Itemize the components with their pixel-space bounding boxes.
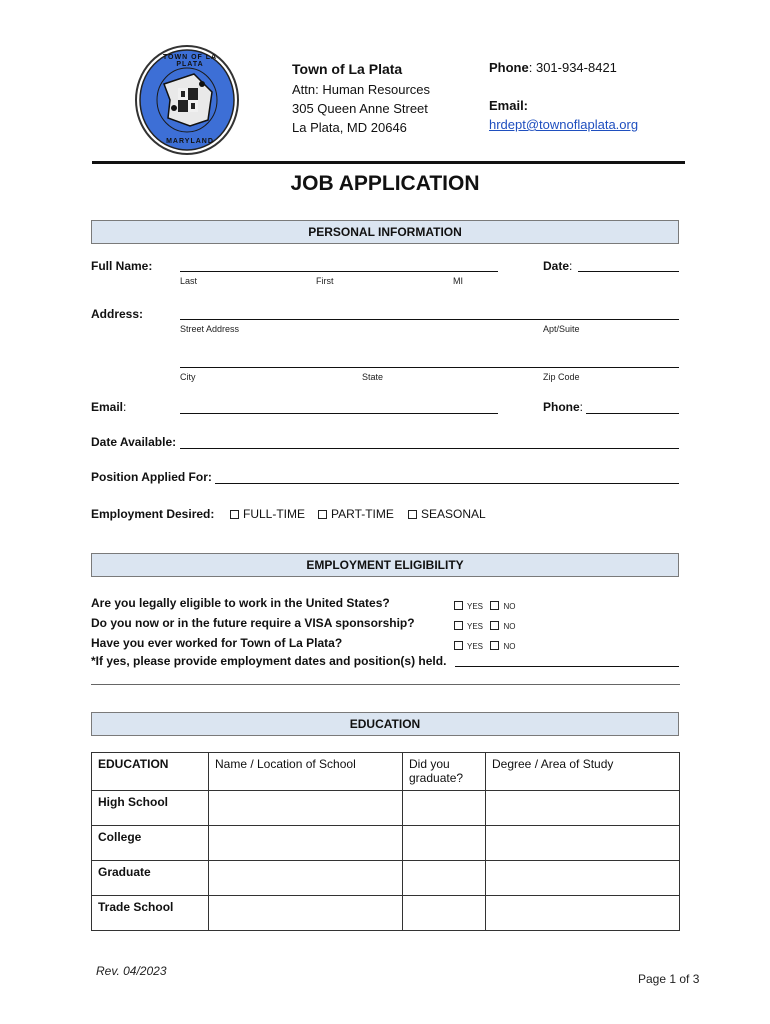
eligibility-q3: Have you ever worked for Town of La Plata? — [91, 636, 343, 650]
q2-no-checkbox[interactable] — [490, 621, 499, 630]
header-graduated: Did you graduate? — [403, 753, 486, 791]
email-contact-link[interactable]: hrdept@townoflaplata.org — [489, 117, 639, 132]
eligibility-q4: *If yes, please provide employment dates and position(s) held. — [91, 654, 447, 668]
email-field[interactable] — [180, 413, 498, 414]
full-name-field[interactable] — [180, 271, 498, 272]
eligibility-heading: EMPLOYMENT ELIGIBILITY — [91, 553, 679, 577]
attn-line: Attn: Human Resources — [292, 82, 431, 97]
header-degree: Degree / Area of Study — [486, 753, 680, 791]
cell-school[interactable] — [209, 791, 403, 826]
eligibility-q2: Do you now or in the future require a VISA sponsorship? — [91, 616, 415, 630]
row-label-college: College — [92, 826, 209, 861]
city-line: La Plata, MD 20646 — [292, 120, 407, 135]
cell-graduated[interactable] — [403, 826, 486, 861]
phone-contact-label: Phone — [489, 60, 529, 75]
row-label-high-school: High School — [92, 791, 209, 826]
phone-label-colon: : — [579, 400, 584, 414]
phone-contact-value: : 301-934-8421 — [528, 60, 617, 75]
sub-label-street: Street Address — [180, 324, 240, 334]
full-time-checkbox[interactable] — [230, 510, 239, 519]
header-divider — [92, 161, 685, 164]
sub-label-zip: Zip Code — [543, 372, 580, 382]
date-label — [543, 259, 572, 273]
position-label: Position Applied For: — [91, 470, 212, 484]
logo-bottom-text: MARYLAND — [166, 138, 214, 145]
table-row — [92, 861, 680, 896]
q2-no-label: NO — [503, 622, 516, 631]
phone-label-text: Phone — [543, 400, 580, 414]
email-contact-label: Email: — [489, 98, 529, 113]
seasonal-checkbox[interactable] — [408, 510, 417, 519]
personal-info-heading: PERSONAL INFORMATION — [91, 220, 679, 244]
employment-dates-field[interactable] — [455, 666, 679, 667]
header-education: EDUCATION — [92, 753, 209, 791]
education-heading: EDUCATION — [91, 712, 679, 736]
date-label-colon: : — [569, 259, 573, 273]
date-label-text: Date — [543, 259, 570, 273]
table-row — [92, 826, 680, 861]
row-label-trade-school: Trade School — [92, 896, 209, 931]
email-label — [91, 400, 126, 414]
email-label-text: Email — [91, 400, 124, 414]
cell-school[interactable] — [209, 861, 403, 896]
table-row — [92, 753, 680, 791]
cell-graduated[interactable] — [403, 791, 486, 826]
cell-graduated[interactable] — [403, 896, 486, 931]
q3-options — [454, 636, 515, 654]
q1-yes-checkbox[interactable] — [454, 601, 463, 610]
table-row — [92, 791, 680, 826]
cell-degree[interactable] — [486, 896, 680, 931]
phone-label — [543, 400, 583, 414]
sub-label-apt: Apt/Suite — [543, 324, 580, 334]
option-part-time[interactable] — [318, 507, 394, 521]
employment-desired-label: Employment Desired: — [91, 507, 215, 521]
city-state-zip-field[interactable] — [180, 367, 679, 368]
table-row — [92, 896, 680, 931]
street-address-field[interactable] — [180, 319, 679, 320]
seasonal-label: SEASONAL — [421, 507, 486, 521]
cell-school[interactable] — [209, 896, 403, 931]
phone-contact — [489, 60, 617, 75]
education-table — [91, 752, 680, 931]
q3-no-checkbox[interactable] — [490, 641, 499, 650]
eligibility-q1: Are you legally eligible to work in the United States? — [91, 596, 390, 610]
q3-no-label: NO — [503, 642, 516, 651]
org-name: Town of La Plata — [292, 61, 403, 77]
email-label-colon: : — [123, 400, 127, 414]
street-line: 305 Queen Anne Street — [292, 101, 428, 116]
employment-dates-field-2[interactable] — [91, 684, 680, 685]
cell-degree[interactable] — [486, 791, 680, 826]
q1-no-checkbox[interactable] — [490, 601, 499, 610]
page-title: JOB APPLICATION — [290, 172, 480, 195]
sub-label-last: Last — [180, 276, 198, 286]
q1-no-label: NO — [503, 602, 516, 611]
q1-options — [454, 596, 515, 614]
q2-options — [454, 616, 515, 634]
phone-field[interactable] — [586, 413, 679, 414]
address-label: Address: — [91, 307, 144, 321]
option-full-time[interactable] — [230, 507, 305, 521]
q2-yes-label: YES — [467, 622, 484, 631]
sub-label-state: State — [362, 372, 384, 382]
cell-school[interactable] — [209, 826, 403, 861]
cell-graduated[interactable] — [403, 861, 486, 896]
header-school: Name / Location of School — [209, 753, 403, 791]
q1-yes-label: YES — [467, 602, 484, 611]
sub-label-city: City — [180, 372, 196, 382]
q2-yes-checkbox[interactable] — [454, 621, 463, 630]
date-field[interactable] — [578, 271, 679, 272]
logo-top-text: TOWN OF LA PLATA — [162, 54, 218, 68]
page-number: Page 1 of 3 — [638, 972, 700, 986]
full-name-label: Full Name: — [91, 259, 153, 273]
q3-yes-label: YES — [467, 642, 484, 651]
part-time-label: PART-TIME — [331, 507, 394, 521]
sub-label-first: First — [316, 276, 334, 286]
sub-label-mi: MI — [453, 276, 463, 286]
position-field[interactable] — [215, 483, 679, 484]
option-seasonal[interactable] — [408, 507, 486, 521]
cell-degree[interactable] — [486, 861, 680, 896]
cell-degree[interactable] — [486, 826, 680, 861]
revision-label: Rev. 04/2023 — [96, 964, 167, 978]
q3-yes-checkbox[interactable] — [454, 641, 463, 650]
full-time-label: FULL-TIME — [243, 507, 306, 521]
date-available-label: Date Available: — [91, 435, 177, 449]
date-available-field[interactable] — [180, 448, 679, 449]
part-time-checkbox[interactable] — [318, 510, 327, 519]
row-label-graduate: Graduate — [92, 861, 209, 896]
